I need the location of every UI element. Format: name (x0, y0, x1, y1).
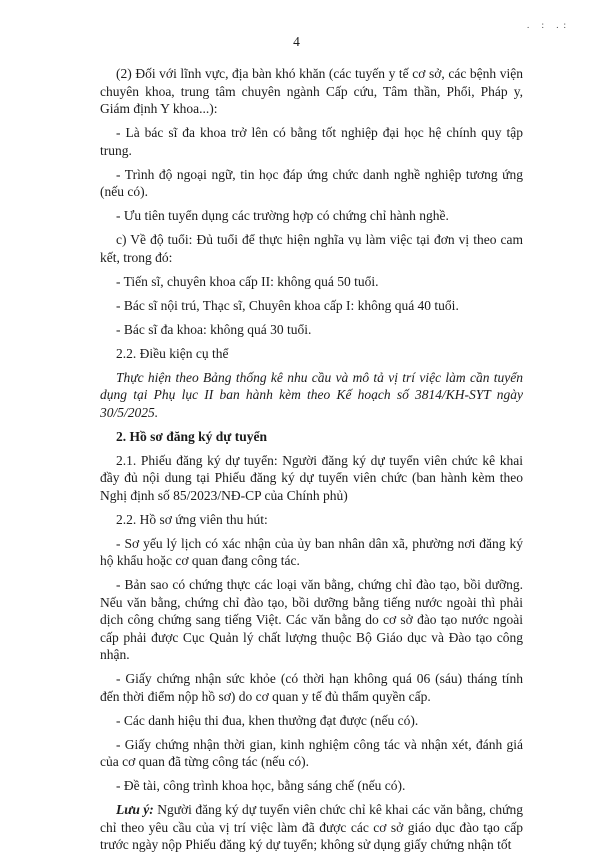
bullet-work-experience: - Giấy chứng nhận thời gian, kinh nghiệm công tác và nhận xét, đánh giá của cơ quan đã từng công tác (nếu có). (100, 736, 523, 769)
heading-specific-conditions: 2.2. Điều kiện cụ thể (116, 345, 229, 361)
bullet-certified-copies: - Bản sao có chứng thực các loại văn bằng, chứng chỉ đào tạo, bồi dưỡng. Nếu văn bằng, chứng chỉ đào tạo, bồi dưỡng bằng tiếng nước ngoài thì phải dịch công chứng sang tiếng Việt. Các văn bằng do cơ sở đào tạo nước ngoài cấp phải được Cục Quản lý chất lượng thuộc Bộ Giáo dục và Đào tạo công nhận. (100, 577, 523, 662)
scan-specks: . : .: (526, 20, 571, 30)
bullet-research: - Đề tài, công trình khoa học, bằng sáng chế (nếu có). (116, 778, 406, 793)
paragraph-age-requirement: c) Về độ tuổi: Đủ tuổi để thực hiện nghĩa vụ làm việc tại đơn vị theo cam kết, trong đó: (100, 232, 523, 265)
bullet-age-phd: - Tiến sĩ, chuyên khoa cấp II: không quá 50 tuổi. (116, 273, 379, 289)
bullet-cv: - Sơ yếu lý lịch có xác nhận của ủy ban nhân dân xã, phường nơi đăng ký hộ khẩu hoặc cơ quan đang công tác. (100, 535, 523, 568)
bullet-language-it: - Trình độ ngoại ngữ, tin học đáp ứng chức danh nghề nghiệp tương ứng (nếu có). (100, 166, 523, 199)
paragraph-note (0, 801, 593, 854)
bullet-general-doctor: - Là bác sĩ đa khoa trở lên có bằng tốt nghiệp đại học hệ chính quy tập trung. (100, 125, 523, 158)
paragraph-difficult-areas: (2) Đối với lĩnh vực, địa bàn khó khăn (các tuyến y tế cơ sở, các bệnh viện chuyên khoa, trung tâm chuyên ngành Cấp cứu, Tâm thần, Phổi, Pháp y, Giám định Y khoa...): (100, 66, 523, 116)
bullet-license-priority: - Ưu tiên tuyển dụng các trường hợp có chứng chỉ hành nghề. (116, 208, 449, 223)
paragraph-appendix-reference: Thực hiện theo Bảng thống kê nhu cầu và mô tả vị trí việc làm cần tuyển dụng tại Phụ lục II ban hành kèm theo Kế hoạch số 3814/KH-SYT ngày 30/5/2025. (100, 369, 523, 420)
paragraph-registration-form: 2.1. Phiếu đăng ký dự tuyển: Người đăng ký dự tuyển viên chức kê khai đầy đủ nội dung tại Phiếu đăng ký dự tuyển viên chức (ban hành kèm theo Nghị định số 85/2023/NĐ-CP của Chính phủ) (100, 452, 523, 503)
heading-application-dossier: 2. Hồ sơ đăng ký dự tuyển (116, 428, 267, 444)
note-text: Người đăng ký dự tuyển viên chức chỉ kê khai các văn bằng, chứng chỉ theo yêu cầu của vị trí việc làm đã được các cơ sở giáo dục đào tạo cấp trước ngày nộp Phiếu đăng ký dự tuyển; không sử dụng giấy chứng nhận tốt (100, 802, 523, 852)
bullet-health-certificate: - Giấy chứng nhận sức khỏe (có thời hạn không quá 06 (sáu) tháng tính đến thời điểm nộp hồ sơ) do cơ quan y tế đủ thẩm quyền cấp. (100, 671, 523, 704)
page-number: 4 (293, 34, 300, 49)
bullet-age-resident: - Bác sĩ nội trú, Thạc sĩ, Chuyên khoa cấp I: không quá 40 tuổi. (116, 297, 459, 313)
note-label: Lưu ý: (116, 802, 154, 817)
heading-candidate-dossier: 2.2. Hồ sơ ứng viên thu hút: (116, 511, 268, 527)
bullet-awards: - Các danh hiệu thi đua, khen thưởng đạt được (nếu có). (116, 712, 419, 728)
bullet-age-general: - Bác sĩ đa khoa: không quá 30 tuổi. (116, 321, 312, 337)
document-body (0, 65, 593, 860)
